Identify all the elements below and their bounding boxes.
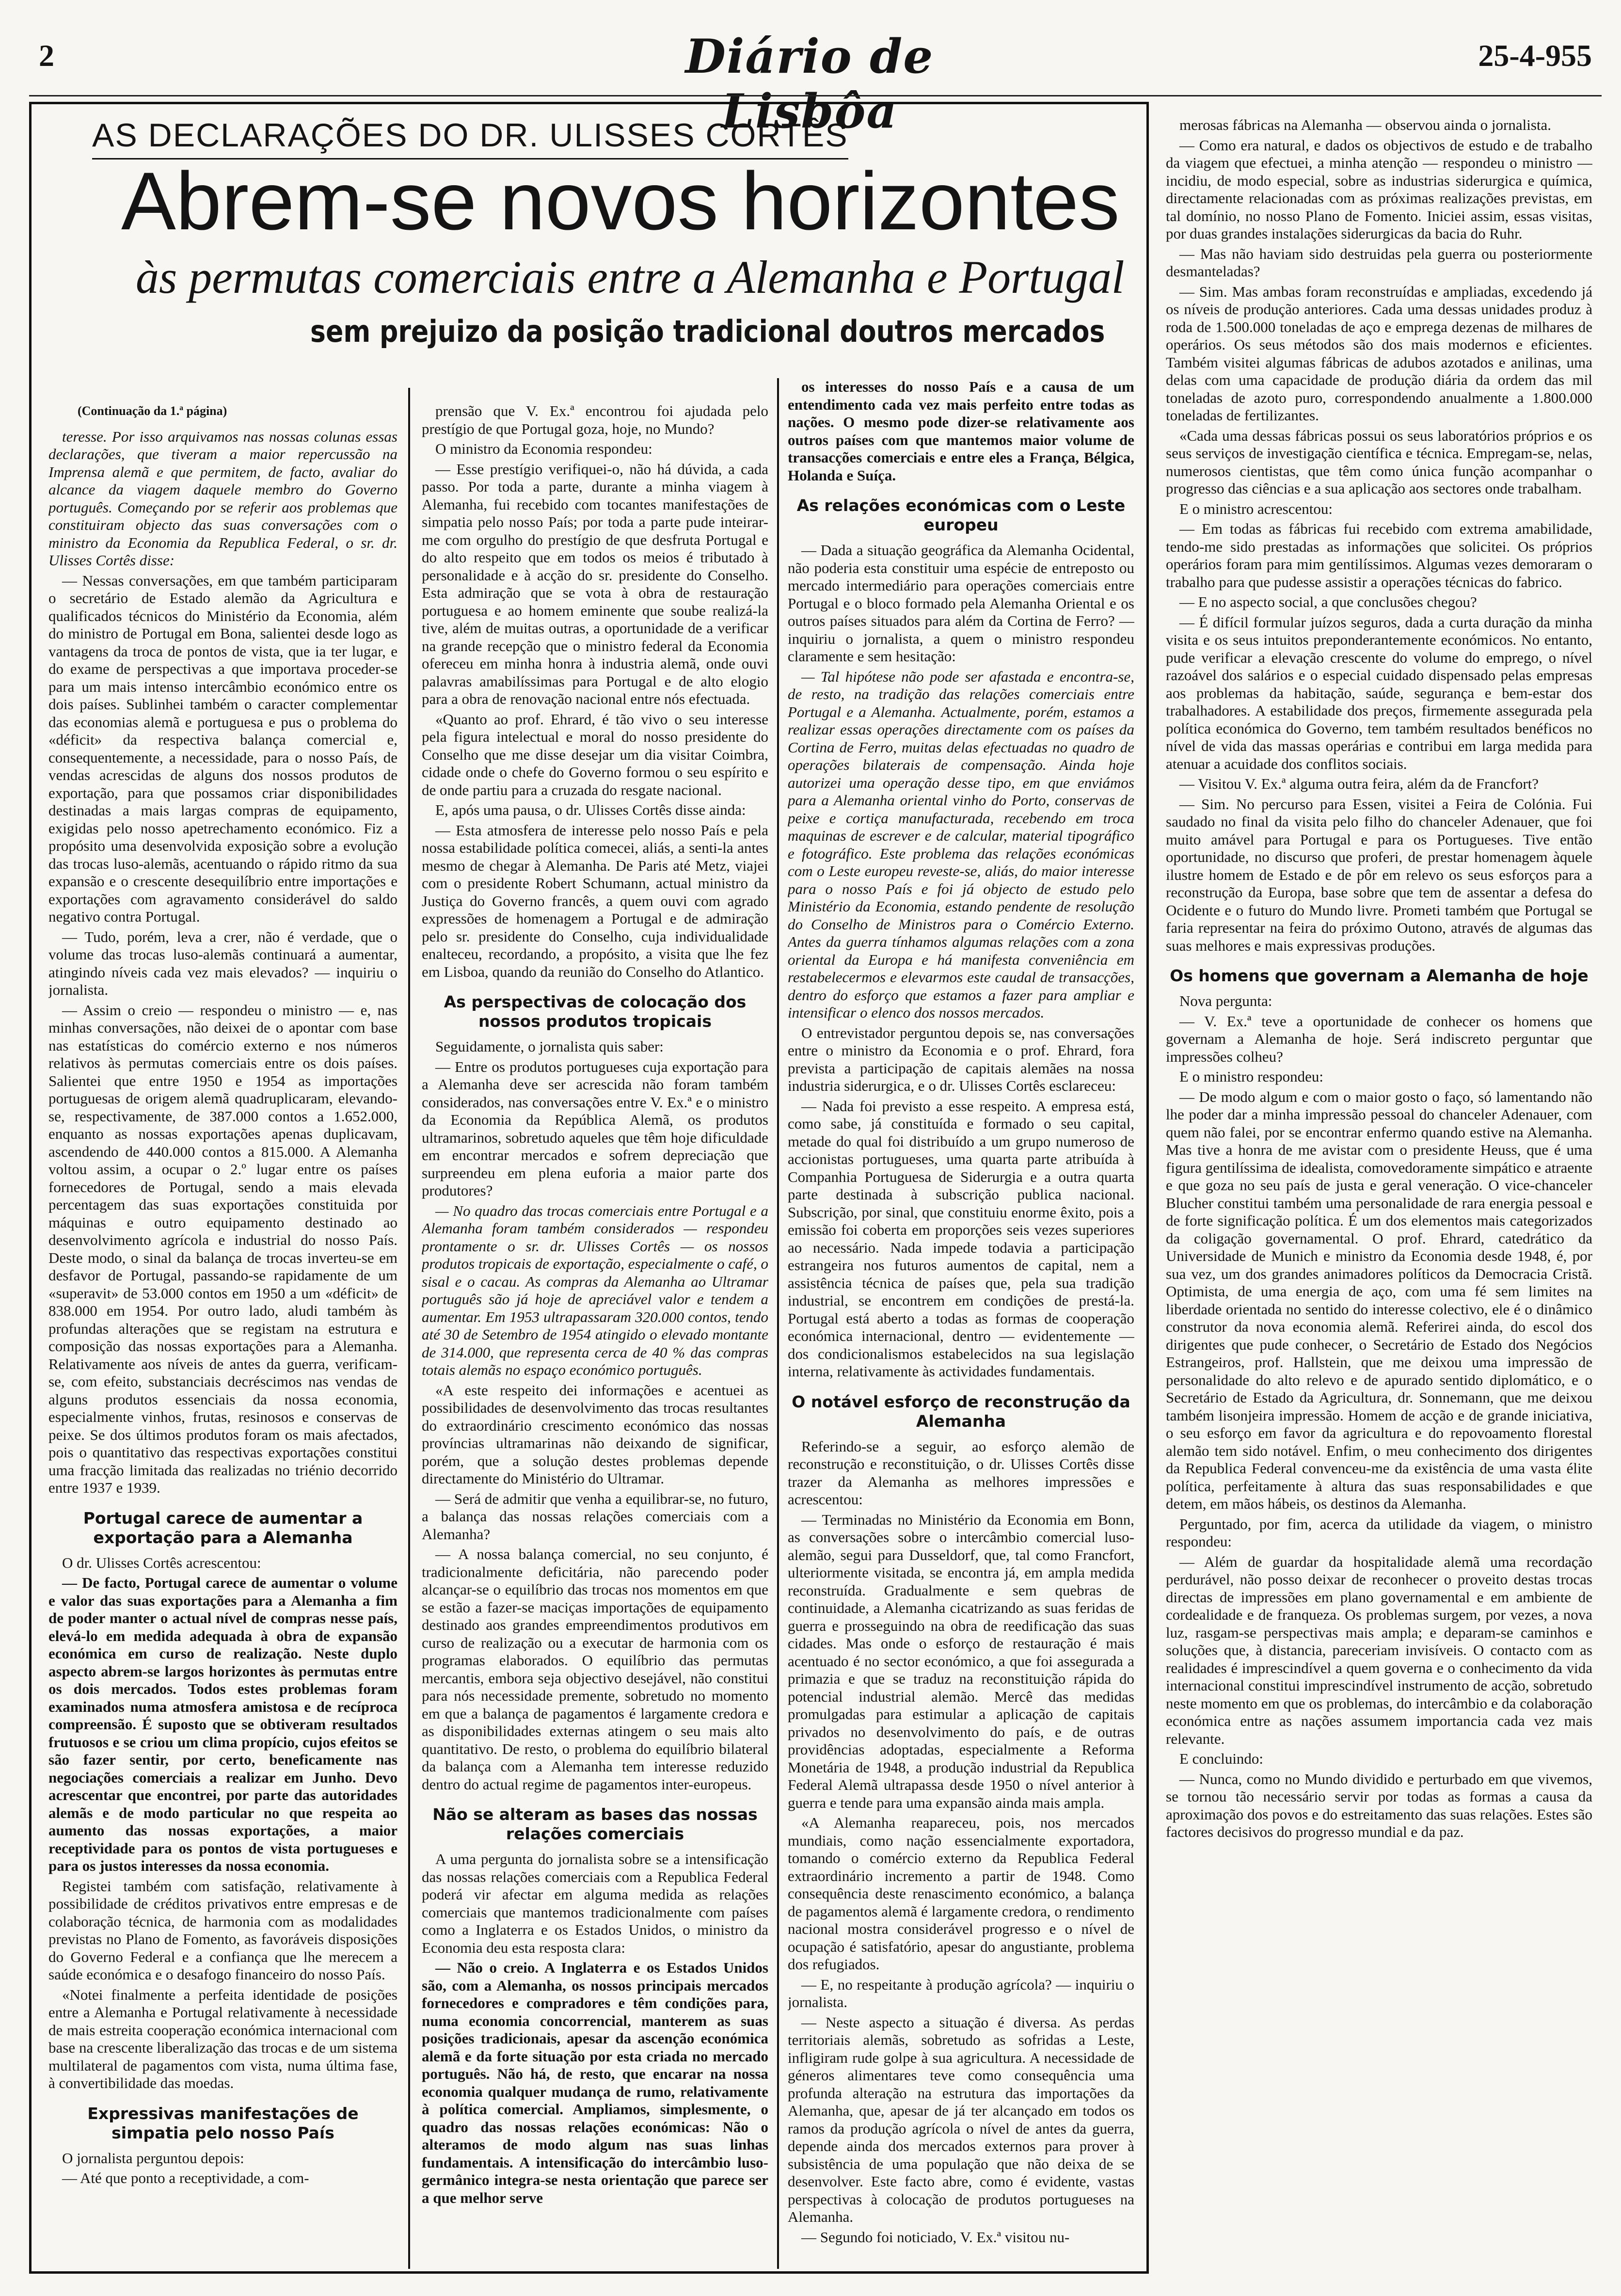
page-number: 2 <box>39 38 54 73</box>
body-paragraph: — Esta atmosfera de interesse pelo nosso País e pela nossa estabilidade política comecei, aliás, a senti-la antes mesmo de chegar à Alemanha. De Paris até Metz, viajei com o presidente Robert Schumann, actual ministro da Justiça do Governo francês, a quem ouvi com agrado expressões de homenagem a Portugal e de admiração pelo sr. presidente do Conselho, cuja individualidade enalteceu, recordando, a propósito, a visita que lhe fez em Lisboa, quando da reunião do Conselho do Atlantico. <box>422 821 768 980</box>
body-paragraph: — Como era natural, e dados os objectivos de estudo e de trabalho da viagem que efectuei, a minha atenção — respondeu o ministro — incidiu, de modo especial, sobre as industrias siderurgica e química, directamente relacionadas com as próximas realizações previstas, em tal domínio, no nosso Plano de Fomento. Iniciei assim, essas visitas, por duas grandes instalações siderurgicas da bacia do Ruhr. <box>1166 136 1592 242</box>
body-paragraph: — Dada a situação geográfica da Alemanha Ocidental, não poderia esta constituir uma espécie de entreposto ou mercado intermediário para operações comerciais entre Portugal e o bloco formado pela Alemanha Oriental e os outros países situados para além da Cortina de Ferro? — inquiriu o jornalista, a quem o ministro respondeu claramente e sem hesitação: <box>788 542 1134 665</box>
article-column-2 <box>422 402 768 2259</box>
body-paragraph: O jornalista perguntou depois: <box>62 2149 244 2167</box>
continuation-note: (Continuação da 1.ª página) <box>78 404 227 418</box>
section-subheading: Portugal carece de aumentar a exportação para a Alemanha <box>83 1508 363 1547</box>
body-paragraph: O entrevistador perguntou depois se, nas conversações entre o ministro da Economia e o prof. Ehrard, fora prevista a participação de capitais alemães na nossa industria siderurgica, e o dr. Ulisses Cortês esclareceu: <box>788 1024 1134 1094</box>
body-paragraph: Referindo-se a seguir, ao esforço alemão de reconstrução e reconstituição, o dr. Ulisses Cortês disse trazer da Alemanha as melhores impressões e acrescentou: <box>788 1437 1134 1508</box>
article-column-3 <box>788 378 1134 2259</box>
section-subheading: Não se alteram as bases das nossas relações comerciais <box>432 1805 758 1843</box>
body-paragraph: — A nossa balança comercial, no seu conjunto, é tradicionalmente deficitária, não parecendo poder alcançar-se o equilíbrio das trocas nos momentos em que se estão a fazer-se maciças importações de equipamento destinado aos grandes empreendimentos produtivos em curso de realização ou a executar de harmonia com os programas elaborados. O equilíbrio das permutas mercantis, embora seja objectivo desejável, não constitui para nós necessidade premente, sobretudo no momento em que a balança de pagamentos é largamente credora e as disponibilidades externas atingem o seu mais alto quantitativo. De resto, o problema do equilíbrio bilateral da balança com a Alemanha tem interesse reduzido dentro do actual regime de pagamentos inter-europeus. <box>422 1546 768 1793</box>
body-paragraph: «Notei finalmente a perfeita identidade de posições entre a Alemanha e Portugal relativamente à necessidade de mais estreita cooperação económica internacional com base na crescente liberalização das trocas e de um sistema multilateral de pagamentos com vista, numa última fase, à convertibilidade das moedas. <box>48 1986 397 2091</box>
body-paragraph: — Em todas as fábricas fui recebido com extrema amabilidade, tendo-me sido prestadas as informações que solicitei. Os próprios operários foram para mim gentilíssimos. Algumas vezes demoraram o trabalho para que pudesse assistir a operações técnicas do fabrico. <box>1166 520 1592 590</box>
headline-sub: às permutas comerciais entre a Alemanha e Portugal <box>136 252 1125 303</box>
body-paragraph: — E, no respeitante à produção agrícola? — inquiriu o jornalista. <box>788 1976 1134 2010</box>
body-paragraph: — No quadro das trocas comerciais entre Portugal e a Alemanha foram também considerados — respondeu prontamente o sr. dr. Ulisses Cortês — os nossos produtos tropicais de exportação, especialmente o café, o sisal e o cacau. As compras da Alemanha ao Ultramar português são já hoje de apreciável valor e tendem a aumentar. Em 1953 ultrapassaram 320.000 contos, tendo até 30 de Setembro de 1954 atingido o elevado montante de 314.000, que representa cerca de 40 % das compras totais alemãs no espaço económico português. <box>422 1202 768 1378</box>
body-paragraph: — Entre os produtos portugueses cuja exportação para a Alemanha deve ser acrescida não foram também considerados, nas conversações entre V. Ex.ª e o ministro da Economia da República Alemã, os produtos ultramarinos, sobretudo aqueles que têm hoje dificuldade em encontrar mercados e sofrem depreciação que surpreendeu em plena euforia a maior parte dos produtores? <box>422 1058 768 1199</box>
body-paragraph: — De modo algum e com o maior gosto o faço, só lamentando não lhe poder dar a minha impressão pessoal do chanceler Adenauer, com quem não falei, por se encontrar enfermo quando estive na Alemanha. Mas tive a honra de me avistar com o presidente Heuss, que é uma figura gentilíssima de idealista, comovedoramente simpático e atraente e que goza no seu país de justa e geral veneração. O vice-chanceler Blucher constitui também uma personalidade de rara energia pessoal e de forte significação política. É um dos elementos mais categorizados da coligação governamental. O prof. Ehrard, catedrático da Universidade de Munich e ministro da Economia desde 1948, é, por sua vez, um dos grandes animadores políticos da Democracia Cristã. Optimista, de uma energia de aço, com uma fé sem limites na liberdade orientada no sentido do interesse colectivo, ele é o dinâmico construtor da nova economia alemã. Referirei ainda, do escol dos dirigentes que pude conhecer, o Secretário de Estado dos Negócios Estrangeiros, prof. Hallstein, que me deixou uma impressão de personalidade do alto relevo e de apurado sentido diplomático, e o Secretário de Estado da Agricultura, dr. Sonnemann, que me deixou também lisonjeira impressão. Homem de acção e de grande iniciativa, o seu esforço em favor da agricultura e do repovoamento florestal alemão tem sido notável. Enfim, o meu conhecimento dos dirigentes da Republica Federal convenceu-me da existência de uma vasta élite política, perfeitamente à altura das suas responsabilidades e que detem, em mãos hábeis, os destinos da Alemanha. <box>1166 1088 1592 1512</box>
section-subheading: As perspectivas de colocação dos nossos produtos tropicais <box>444 992 747 1031</box>
body-paragraph: A uma pergunta do jornalista sobre se a intensificação das nossas relações comerciais com a Republica Federal poderá vir afectar em alguma medida as relações comerciais que mantemos tradicionalmente com países como a Inglaterra e os Estados Unidos, o ministro da Economia deu esta resposta clara: <box>422 1850 768 1956</box>
body-paragraph: O dr. Ulisses Cortês acrescentou: <box>62 1554 261 1571</box>
body-paragraph: — Assim o creio — respondeu o ministro — e, nas minhas conversações, não deixei de o apontar com base nas estatísticas do comércio externo e nos números relativos às permutas comerciais entre os dois países. Salientei que entre 1950 e 1954 as importações portuguesas de origem alemã quadruplicaram, elevando-se, respectivamente, de 387.000 contos a 1.652.000, enquanto as nossas exportações apenas duplicavam, ascendendo de 440.000 contos a 815.000. A Alemanha voltou assim, a ocupar o 2.º lugar entre os países fornecedores de Portugal, sendo a mais elevada percentagem das suas exportações constituida por máquinas e outro equipamento destinado ao desenvolvimento agrícola e industrial do nosso País. Deste modo, o sinal da balança de trocas inverteu-se em desfavor de Portugal, passando-se rapidamente de um «superavit» de 53.000 contos em 1950 a um «déficit» de 838.000 em 1954. Por outro lado, aludi também às profundas alterações que se registam na estrutura e composição das nossas exportações para a Alemanha. Relativamente aos níveis de antes da guerra, verificam-se, com efeito, substanciais decréscimos nas vendas de alguns produtos essenciais da nossa economia, especialmente vinhos, frutas, resinosos e conservas de peixe. Se dos últimos produtos foram os mais afectados, pois o quantitativo das respectivas exportações constitui uma fracção limitada das realizadas no triénio decorrido entre 1937 e 1939. <box>48 1001 397 1496</box>
body-paragraph: — Visitou V. Ex.ª alguma outra feira, além da de Francfort? <box>1179 775 1539 792</box>
headline-kicker: AS DECLARAÇÕES DO DR. ULISSES CORTÊS <box>92 116 848 159</box>
body-paragraph: os interesses do nosso País e a causa de um entendimento cada vez mais perfeito entre todas as nações. O mesmo pode dizer-se relativamente aos outros países com que mantemos maior volume de transacções comerciais e entre eles a França, Bélgica, Holanda e Suíça. <box>788 378 1134 484</box>
body-paragraph: — De facto, Portugal carece de aumentar o volume e valor das suas exportações para a Alemanha a fim de poder manter o actual nível de compras nesse país, elevá-lo em medida adequada à obra de expansão económica em curso de realização. Neste duplo aspecto abrem-se largos horizontes às permutas entre os dois mercados. Todos estes problemas foram examinados numa atmosfera amistosa e de recíproca compreensão. É suposto que se obtiveram resultados frutuosos e se criou um clima propício, cujos efeitos se são fazer sentir, por certo, beneficamente nas negociações comerciais a realizar em Junho. Devo acrescentar que encontrei, por parte das autoridades alemãs e de modo particular no que respeita ao aumento das nossas exportações, a maior receptividade para os pontos de vista portugueses e para os justos interesses da nossa economia. <box>48 1574 397 1874</box>
body-paragraph: — Tudo, porém, leva a crer, não é verdade, que o volume das trocas luso-alemãs continuará a aumentar, atingindo níveis cada vez mais elevados? — inquiriu o jornalista. <box>48 928 397 998</box>
headline-main: Abrem-se novos horizontes <box>121 155 1120 247</box>
body-paragraph: — Esse prestígio verifiquei-o, não há dúvida, a cada passo. Por toda a parte, durante a minha viagem à Alemanha, fui recebido com tocantes manifestações de simpatia pelo nosso País; por toda a parte pude inteirar-me com orgulho do prestígio de que desfruta Portugal e do alto respeito que em todos os meios é tributado à personalidade e à acção do sr. presidente do Conselho. Esta admiração que se vota à obra de restauração portuguesa e ao homem eminente que soube realizá-la tive, além de muitas outras, a oportunidade de a verificar na grande recepção que o ministro federal da Economia ofereceu em minha honra à industria alemã, onde ouvi palavras amabilíssimas para Portugal e de alto elogio para a obra de renovação nacional entre nós efectuada. <box>422 460 768 707</box>
body-paragraph: «Quanto ao prof. Ehrard, é tão vivo o seu interesse pela figura intelectual e moral do nosso presidente do Conselho que me disse desejar um dia visitar Coimbra, cidade onde o chefe do Governo formou o seu espírito e de onde partiu para a cruzada do resgate nacional. <box>422 710 768 798</box>
body-paragraph: — Mas não haviam sido destruidas pela guerra ou posteriormente desmanteladas? <box>1166 245 1592 280</box>
body-paragraph: — Segundo foi noticiado, V. Ex.ª visitou nu- <box>801 2228 1070 2246</box>
body-paragraph: — Tal hipótese não pode ser afastada e encontra-se, de resto, na tradição das relações comerciais entre Portugal e a Alemanha. Actualmente, porém, estamos a realizar essas operações directamente com os países da Cortina de Ferro, muitas delas efectuadas no quadro de operações bilaterais de compensação. Ainda hoje autorizei uma operação desse tipo, em que enviámos para a Alemanha oriental vinho do Porto, conservas de peixe e cortiça manufacturada, recebendo em troca maquinas de escrever e de calcular, material tipográfico e fotográfico. Este problema das relações económicas com o Leste europeu reveste-se, aliás, do maior interesse para o nosso País e foi já objecto de estudo pelo Ministério da Economia, estando pendente de resolução do Conselho de Ministros para o Comércio Externo. Antes da guerra tínhamos algumas relações com a zona oriental da Europa e há manifesta conveniência em restabelecermos e elevarmos este caudal de transacções, dentro do esforço que estamos a fazer para ampliar e intensificar o elenco dos nossos mercados. <box>788 668 1134 1021</box>
body-paragraph: Perguntado, por fim, acerca da utilidade da viagem, o ministro respondeu: <box>1166 1515 1592 1550</box>
body-paragraph: — E no aspecto social, a que conclusões chegou? <box>1179 593 1477 610</box>
body-paragraph: — Será de admitir que venha a equilibrar-se, no futuro, a balança das nossas relações comerciais com a Alemanha? <box>422 1490 768 1543</box>
body-paragraph: Nova pergunta: <box>1179 992 1272 1009</box>
body-paragraph: — Nessas conversações, em que também participaram o secretário de Estado alemão da Agricultura e qualificados técnicos do Ministério da Economia, além do ministro de Portugal em Bona, salientei desde logo as vantagens da troca de pontos de vista, que ia ter lugar, e do exame de perspectivas a que importava proceder-se para um mais intenso intercâmbio económico entre os dois países. Sublinhei também o caracter complementar das economias alemã e portuguesa e pus o problema do «déficit» da respectiva balança comercial e, consequentemente, a necessidade, para o nosso País, de vendas acrescidas de alguns dos nossos produtos de exportação, para que possamos criar disponibilidades destinadas a mais largas compras de equipamento, exigidas pelo nosso apetrechamento económico. Fiz a propósito uma desenvolvida exposição sobre a evolução das trocas luso-alemãs, acentuando o rápido ritmo da sua expansão e o crescente desequilíbrio entre importações e exportações com agravamento considerável do saldo negativo contra Portugal. <box>48 572 397 925</box>
body-paragraph: «A este respeito dei informações e acentuei as possibilidades de desenvolvimento das trocas resultantes do extraordinário crescimento económico das nossas províncias ultramarinas não deixando de significar, porém, que a solução destes problemas depende directamente do Ministério do Ultramar. <box>422 1381 768 1487</box>
body-paragraph: «A Alemanha reapareceu, pois, nos mercados mundiais, como nação essencialmente exportadora, tomando o comércio externo da Republica Federal extraordinário incremento a partir de 1948. Como consequência deste renascimento económico, a balança de pagamentos alemã é largamente credora, o rendimento nacional mostra considerável progresso e o nível de ocupação é satisfatório, apesar do angustiante, problema dos refugiados. <box>788 1814 1134 1973</box>
article-column-4 <box>1166 116 1592 2264</box>
issue-date: 25-4-955 <box>1478 38 1592 73</box>
headline-deck: sem prejuizo da posição tradicional doutros mercados <box>310 314 1105 349</box>
body-paragraph: — Até que ponto a receptividade, a com- <box>62 2169 309 2186</box>
section-subheading: O notável esforço de reconstrução da Alemanha <box>792 1392 1130 1431</box>
section-subheading: Expressivas manifestações de simpatia pelo nosso País <box>87 2104 359 2142</box>
body-paragraph: E, após uma pausa, o dr. Ulisses Cortês disse ainda: <box>435 801 746 818</box>
body-paragraph: E o ministro respondeu: <box>1179 1068 1324 1085</box>
body-paragraph: teresse. Por isso arquivamos nas nossas colunas essas declarações, que tiveram a maior repercussão na Imprensa alemã e que permitem, de facto, avaliar do alcance da viagem daquele membro do Governo português. Começando por se referir aos problemas que constituiram objecto das suas conversações com o ministro da Economia da Republica Federal, o sr. dr. Ulisses Cortês disse: <box>48 428 397 569</box>
section-subheading: Os homens que governam a Alemanha de hoje <box>1170 966 1589 985</box>
body-paragraph: — Não o creio. A Inglaterra e os Estados Unidos são, com a Alemanha, os nossos principais mercados fornecedores e compradores e têm condições para, numa economia concorrencial, manterem as suas posições tradicionais, apesar da ascenção económica alemã e da forte situação por esta criada no mercado português. Não há, de resto, que encarar na nossa economia qualquer mudança de rumo, relativamente à política comercial. Ampliamos, simplesmente, o quadro das nossas relações económicas: Não o alteramos de modo algum nas suas linhas fundamentais. A intensificação do intercâmbio luso-germânico integra-se nesta orientação que parece ser a que melhor serve <box>422 1959 768 2206</box>
body-paragraph: O ministro da Economia respondeu: <box>435 440 652 457</box>
newspaper-title: Diário de Lisbôa <box>685 29 934 139</box>
body-paragraph: — Sim. No percurso para Essen, visitei a Feira de Colónia. Fui saudado no final da visita pelo filho do chanceler Adenauer, que foi muito amável para Portugal e para os Portugueses. Tive então oportunidade, no discurso que proferi, de prestar homenagem àquele ilustre homem de Estado e de pôr em relevo os seus esforços para a reconstrução da Europa, base sobre que tem de assentar a defesa do Ocidente e o futuro do Mundo livre. Prometi também que Portugal se faria representar na feira do próximo Outono, através de algumas das suas melhores e mais expressivas produções. <box>1166 795 1592 954</box>
body-paragraph: E concluindo: <box>1179 1750 1264 1767</box>
body-paragraph: E o ministro acrescentou: <box>1179 500 1333 517</box>
body-paragraph: — É difícil formular juízos seguros, dada a curta duração da minha visita e os seus intuitos preponderantemente económicos. No entanto, pude verificar a elevação crescente do volume do emprego, o nível razoável dos salários e o especial cuidado dispensado pelas empresas aos problemas da habitação, saúde, segurança e bem-estar dos trabalhadores. A estabilidade dos preços, firmemente assegurada pela política económica do Governo, tem também resultados benéficos no nível de vida das massas operárias e contribui em larga medida para atenuar a acuidade dos conflitos sociais. <box>1166 613 1592 772</box>
body-paragraph: — Sim. Mas ambas foram reconstruídas e ampliadas, excedendo já os níveis de produção anteriores. Cada uma dessas unidades produz à roda de 1.500.000 toneladas de aço e emprega dezenas de milhares de operários. Os seus métodos são dos mais modernos e eficientes. Também visitei algumas fábricas de adubos azotados e anilinas, uma delas com uma capacidade de produção diária da ordem das mil toneladas de azoto puro, correspondendo anualmente a 1.800.000 toneladas de fertilizantes. <box>1166 283 1592 424</box>
body-paragraph: — Terminadas no Ministério da Economia em Bonn, as conversações sobre o intercâmbio comercial luso-alemão, segui para Dusseldorf, que, tal como Francfort, ulteriormente visitada, se encontra já, em ampla medida reconstruída. Gradualmente e sem quebras de continuidade, a Alemanha cicatrizando as suas feridas de guerra e prosseguindo na obra de reedificação das suas cidades. Mas onde o esforço de restauração é mais acentuado é no sector económico, a que foi assegurada a primazia e que se traduz na reconstituição rápida do potencial industrial alemão. Mercê das medidas promulgadas para estimular a aplicação de capitais privados no desenvolvimento do país, e de outras providências adoptadas, especialmente a Reforma Monetária de 1948, a produção industrial da Republica Federal Alemã ultrapassa desde 1950 o nível anterior à guerra e tende para uma expansão ainda mais ampla. <box>788 1511 1134 1811</box>
body-paragraph: «Cada uma dessas fábricas possui os seus laboratórios próprios e os seus serviços de investigação científica e técnica. Empregam-se, nelas, numerosos cientistas, que têm como única função acompanhar o progresso das ciências e a sua aplicação aos sectores onde trabalham. <box>1166 427 1592 497</box>
body-paragraph: — Nada foi previsto a esse respeito. A empresa está, como sabe, já constituída e formado o seu capital, metade do qual foi distribuído a um grupo numeroso de accionistas portugueses, uma quarta parte atribuída à Companhia Portuguesa de Siderurgia e a outra quarta parte destinada à subscrição publica nacional. Subscrição, por sinal, que constituiu enorme êxito, pois a emissão foi coberta em proporções seis vezes superiores ao necessário. Nada impede todavia a participação estrangeira nos futuros aumentos de capital, nem a assistência técnica de países que, pela sua tradição industrial, se encontrem em condições de prestá-la. Portugal está aberto a todas as formas de cooperação económica internacional, dentro — evidentemente — dos condicionalismos estabelecidos na sua legislação interna, relativamente às actividades fundamentais. <box>788 1097 1134 1380</box>
column-divider <box>777 378 779 2269</box>
masthead-rule <box>29 95 1602 96</box>
body-paragraph: — V. Ex.ª teve a oportunidade de conhecer os homens que governam a Alemanha de hoje. Será indiscreto perguntar que impressões colheu? <box>1166 1012 1592 1065</box>
body-paragraph: prensão que V. Ex.ª encontrou foi ajudada pelo prestígio de que Portugal goza, hoje, no Mundo? <box>422 402 768 437</box>
section-subheading: As relações económicas com o Leste europeu <box>796 496 1126 534</box>
body-paragraph: — Neste aspecto a situação é diversa. As perdas territoriais alemãs, sobretudo as sofridas a Leste, infligiram rude golpe à sua agricultura. A necessidade de géneros alimentares teve como consequência uma profunda alteração na estrutura das importações da Alemanha, que, apesar de já ter alcançado em todos os ramos da produção agrícola o nível de antes da guerra, depende ainda dos mercados externos para prover à subsistência de uma população que não deixa de se desenvolver. Este facto abre, como é evidente, vastas perspectivas à colocação de produtos portugueses na Alemanha. <box>788 2013 1134 2225</box>
body-paragraph: — Nunca, como no Mundo dividido e perturbado em que vivemos, se tornou tão necessário servir por todas as formas a causa da aproximação dos povos e do estreitamento das suas relações. Estes são factores decisivos do progresso mundial e da paz. <box>1166 1770 1592 1840</box>
body-paragraph: merosas fábricas na Alemanha — observou ainda o jornalista. <box>1179 116 1552 133</box>
body-paragraph: Registei também com satisfação, relativamente à possibilidade de créditos privativos entre empresas e de colaboração técnica, de harmonia com as modalidades previstas no Plano de Fomento, as favoráveis disposições do Governo Federal e a confiança que lhe merecem a saúde económica e o desafogo financeiro do nosso País. <box>48 1877 397 1983</box>
body-paragraph: — Além de guardar da hospitalidade alemã uma recordação perdurável, não posso deixar de reconhecer o proveito destas trocas directas de impressões em plano governamental e em ambiente de cordealidade e de franqueza. Os problemas surgem, por vezes, a nova luz, rasgam-se perspectivas mais ampla; e deparam-se caminhos e soluções que, à distancia, pareceriam invisíveis. O contacto com as realidades é imprescindível a quem governa e o conhecimento da vida internacional constitui imprescindível instrumento de acção, sobretudo neste momento em que os problemas, do intercâmbio e da colaboração económica entre as nações assumem importancia cada vez mais relevante. <box>1166 1553 1592 1747</box>
column-divider <box>408 388 410 2269</box>
article-column-1 <box>48 402 397 2259</box>
body-paragraph: Seguidamente, o jornalista quis saber: <box>435 1038 664 1055</box>
